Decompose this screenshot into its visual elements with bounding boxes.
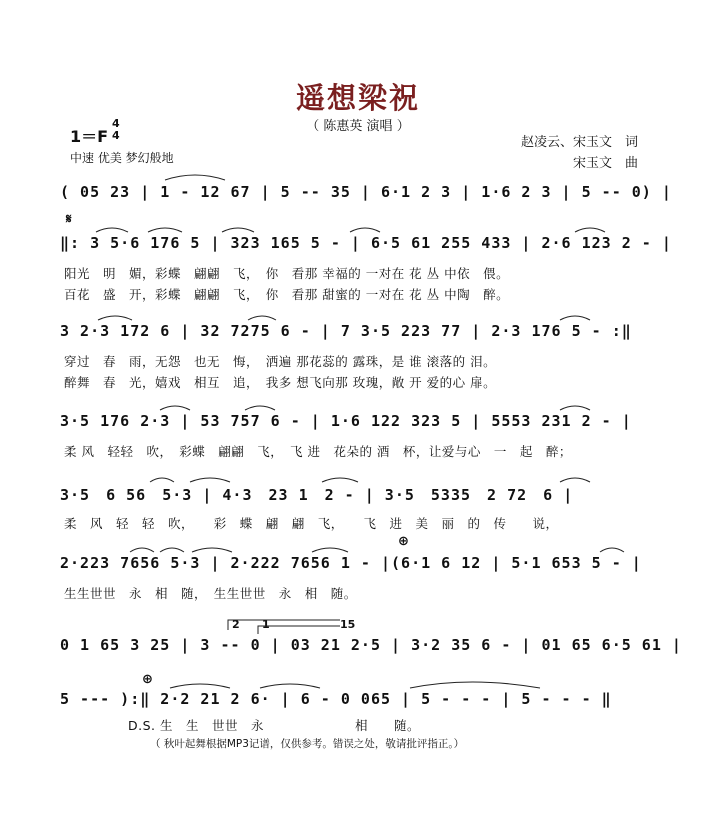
lyric-line-5: 柔 风 轻 轻 吹， 彩 蝶 翩 翩 飞， 飞 进 美 丽 的 传 说， (64, 516, 559, 531)
lyricist-credit: 赵凌云、宋玉文 词 (520, 135, 638, 150)
slur (170, 684, 230, 688)
score-line-2: ‖: 3 5·6 176 5 | 323 165 5 - | 6·5 61 255 433 | 2·6 123 2 - | (60, 234, 672, 252)
slur (245, 406, 275, 410)
slur (600, 548, 624, 552)
volta-second: 2 (232, 618, 240, 631)
lyric-line-4: 柔 风 轻轻 吹， 彩蝶 翩翩 飞， 飞 进 花朵的 酒 杯，让爱与心 一 起 醉； (64, 444, 572, 459)
slur (560, 406, 590, 410)
key-signature: 1＝F (70, 127, 109, 146)
slur (160, 548, 184, 552)
volta-alt: 15 (340, 618, 356, 631)
time-signature-bottom: 4 (112, 129, 120, 142)
slur (165, 175, 225, 180)
lyric-line-8: D.S. 生 生 世世 永 相 随。 (128, 718, 420, 733)
slur (130, 548, 154, 552)
transcription-note: （ 秋叶起舞根据MP3记谱，仅供参考。错误之处，敬请批评指正。） (150, 738, 465, 750)
coda-mark: ⊕ (398, 534, 409, 549)
slur (96, 228, 128, 232)
slur (322, 478, 358, 482)
slur (190, 478, 230, 482)
slur (160, 406, 190, 410)
slur (260, 684, 320, 688)
segno-mark: 𝄋 (66, 212, 72, 227)
tempo-marking: 中速 优美 梦幻般地 (70, 151, 174, 165)
volta-bracket (228, 620, 340, 630)
composer-credit: 宋玉文 曲 (572, 156, 638, 171)
lyric-line-3a: 穿过 春 雨，无怨 也无 悔， 洒遍 那花蕊的 露珠，是 谁 滚落的 泪。 (64, 354, 497, 369)
score-line-6: 2·223 7656 5·3 | 2·222 7656 1 - |(6·1 6 12 | 5·1 653 5 - | (60, 554, 642, 572)
score-line-4: 3·5 176 2·3 | 53 757 6 - | 1·6 122 323 5 | 5553 231 2 - | (60, 412, 632, 430)
lyric-line-6: 生生世世 永 相 随， 生生世世 永 相 随。 (64, 586, 357, 601)
score-line-7: 0 1 65 3 25 | 3 -- 0 | 03 21 2·5 | 3·2 35 6 - | 01 65 6·5 61 | (60, 636, 682, 654)
volta-first: 1 (262, 618, 270, 631)
score-line-3: 3 2·3 172 6 | 32 7275 6 - | 7 3·5 223 77 | 2·3 176 5 - :‖ (60, 322, 632, 340)
slur (192, 548, 232, 552)
slur (148, 228, 182, 232)
slur (222, 228, 254, 232)
slur (98, 316, 132, 320)
lyric-line-2a: 阳光 明 媚，彩蝶 翩翩 飞， 你 看那 幸福的 一对在 花 丛 中依 偎。 (64, 266, 510, 281)
slur (150, 478, 174, 482)
lyric-line-3b: 醉舞 春 光，嬉戏 相互 追， 我多 想飞向那 玫瑰，敞 开 爱的心 扉。 (64, 375, 497, 390)
slur (350, 228, 380, 232)
slur (410, 682, 540, 688)
score-line-8: 5 --- ):‖ 2·2 21 2 6· | 6 - 0 065 | 5 - - - | 5 - - - ‖ (60, 690, 612, 708)
score-line-5: 3·5 6 56 5·3 | 4·3 23 1 2 - | 3·5 5335 2 72 6 | (60, 486, 574, 504)
score-line-1: ( 05 23 | 1 - 12 67 | 5 -- 35 | 6·1 2 3 | 1·6 2 3 | 5 -- 0) | (60, 183, 672, 201)
singer-credit: （ 陈惠英 演唱 ） (306, 119, 410, 134)
time-signature-top: 4 (112, 117, 120, 130)
slur (560, 316, 590, 320)
slur (312, 548, 348, 552)
slur (560, 478, 590, 482)
slur (575, 228, 605, 232)
coda-mark-2: ⊕ (142, 672, 153, 687)
slur (248, 316, 276, 320)
song-title: 遥想梁祝 (295, 81, 420, 115)
lyric-line-2b: 百花 盛 开，彩蝶 翩翩 飞， 你 看那 甜蜜的 一对在 花 丛 中陶 醉。 (64, 287, 510, 302)
volta-bracket (258, 626, 340, 634)
